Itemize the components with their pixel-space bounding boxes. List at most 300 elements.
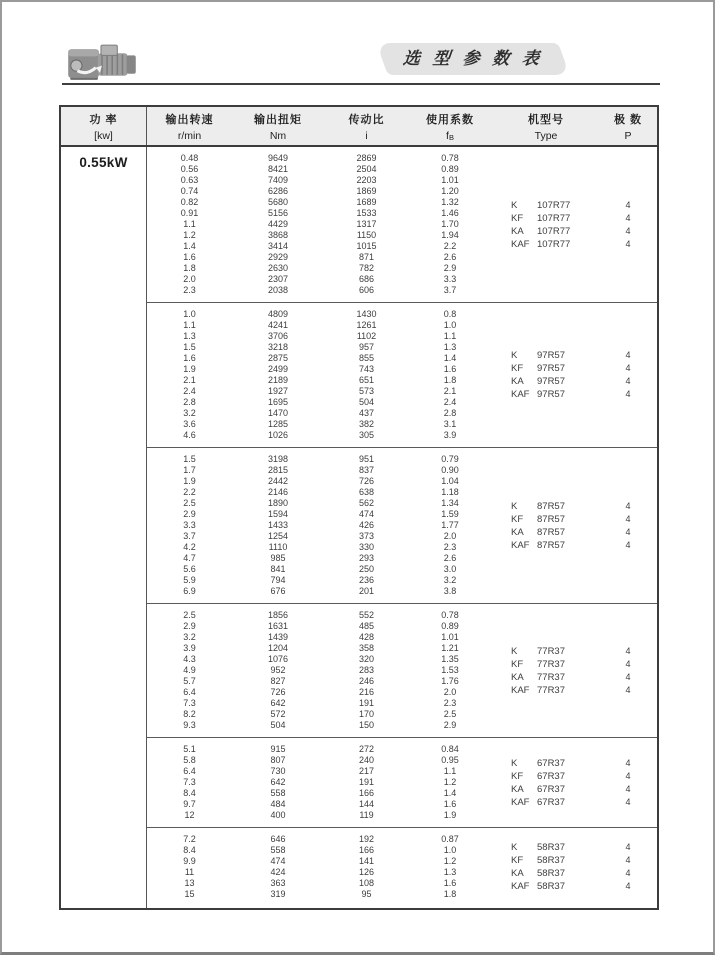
- ratio-column: [324, 610, 409, 731]
- model-code: 107R77: [537, 212, 571, 224]
- page-title: 选 型 参 数 表: [402, 49, 545, 68]
- fb-value: 1.8: [443, 375, 457, 385]
- fb-value: 0.89: [441, 164, 459, 174]
- ratio-value: 1261: [356, 320, 377, 330]
- torque-value: 558: [270, 845, 286, 855]
- ratio-value: 1533: [356, 208, 377, 218]
- fb-value: 1.0: [443, 320, 457, 330]
- model-prefix: KA: [511, 526, 524, 538]
- selection-table: [59, 105, 659, 910]
- gearmotor-photo-icon: [64, 41, 142, 84]
- fb-value: 1.6: [443, 364, 457, 374]
- ratio-block: [147, 603, 657, 737]
- speed-value: 13: [184, 878, 195, 888]
- fb-value: 1.70: [441, 219, 459, 229]
- speed-value: 5.8: [183, 755, 196, 765]
- ratio-value: 358: [358, 643, 375, 653]
- torque-value: 2929: [267, 252, 289, 262]
- torque-value: 9649: [267, 153, 289, 163]
- ratio-value: 240: [358, 755, 375, 765]
- speed-value: 5.9: [183, 575, 196, 585]
- torque-value: 646: [270, 834, 286, 844]
- poles-value: 4: [625, 363, 631, 373]
- col-header-type: [491, 107, 601, 145]
- torque-value: 504: [270, 720, 286, 730]
- speed-value: 0.56: [180, 164, 199, 174]
- poles-value: 4: [625, 770, 631, 781]
- torque-column: [232, 834, 324, 900]
- model-prefix: KAF: [511, 238, 530, 250]
- speed-value: 3.3: [183, 520, 196, 530]
- fb-value: 1.59: [441, 509, 459, 519]
- fb-value: 1.34: [441, 498, 459, 508]
- fb-value: 0.87: [441, 834, 459, 844]
- ratio-value: 283: [358, 665, 375, 675]
- col-header-service-factor: [409, 107, 491, 145]
- ratio-value: 606: [358, 285, 375, 295]
- torque-value: 1433: [267, 520, 289, 530]
- fb-value: 1.2: [443, 856, 457, 866]
- model-prefix: KF: [511, 363, 524, 374]
- model-code: 58R37: [537, 881, 565, 892]
- ratio-value: 141: [358, 856, 375, 866]
- poles-value: 4: [625, 671, 631, 682]
- fb-column: [409, 153, 491, 296]
- poles-value: 4: [625, 199, 631, 210]
- ratio-column: [324, 153, 409, 296]
- ratio-value: 2869: [356, 153, 377, 163]
- model-type: [511, 199, 601, 212]
- torque-value: 726: [270, 687, 286, 697]
- fb-value: 0.79: [441, 454, 459, 464]
- fb-column: [409, 744, 491, 821]
- torque-value: 4809: [267, 309, 289, 319]
- poles-value: 4: [625, 539, 631, 550]
- poles-value: 4: [625, 225, 631, 236]
- fb-value: 1.20: [441, 186, 459, 196]
- poles-value: 4: [625, 684, 631, 695]
- fb-value: 1.46: [441, 208, 459, 218]
- ratio-value: 126: [358, 867, 375, 877]
- model-prefix: KA: [511, 783, 524, 795]
- speed-value: 2.5: [183, 610, 196, 620]
- model-prefix: K: [511, 645, 518, 657]
- col-header-power: [61, 107, 147, 145]
- torque-value: 985: [270, 553, 286, 563]
- model-code: 97R57: [537, 350, 565, 361]
- speed-value: 1.7: [183, 465, 196, 475]
- model-code: 97R57: [537, 389, 565, 400]
- fb-value: 2.8: [443, 408, 457, 418]
- fb-value: 1.2: [443, 777, 457, 787]
- type-column: [491, 744, 601, 821]
- model-type: [511, 645, 601, 658]
- torque-value: 2146: [267, 487, 289, 497]
- fb-value: 1.3: [443, 342, 457, 352]
- speed-value: 2.9: [183, 509, 196, 519]
- model-type: [511, 770, 601, 783]
- torque-value: 2189: [267, 375, 289, 385]
- torque-value: 676: [270, 586, 286, 596]
- speed-value: 0.63: [180, 175, 199, 185]
- fb-value: 3.2: [443, 575, 457, 585]
- ratio-column: [324, 834, 409, 900]
- ratio-block: [147, 447, 657, 603]
- model-type: [511, 757, 601, 770]
- speed-value: 8.4: [183, 788, 196, 798]
- col-unit: Nm: [269, 129, 287, 142]
- col-label: 使用系数: [426, 113, 474, 126]
- poles-value: 4: [625, 868, 631, 878]
- col-label: 输出扭矩: [254, 113, 302, 126]
- fb-value: 1.35: [441, 654, 459, 664]
- speed-value: 1.2: [183, 230, 196, 240]
- fb-value: 1.4: [443, 353, 457, 363]
- model-code: 107R77: [537, 238, 571, 250]
- torque-value: 1631: [267, 621, 289, 631]
- model-type: [511, 854, 601, 867]
- poles-column: [601, 610, 655, 731]
- speed-value: 9.9: [183, 856, 196, 866]
- ratio-value: 320: [358, 654, 375, 664]
- torque-value: 794: [270, 575, 286, 585]
- torque-value: 7409: [267, 175, 289, 185]
- fb-value: 1.32: [441, 197, 459, 207]
- ratio-value: 192: [358, 834, 375, 844]
- torque-value: 1470: [267, 408, 289, 418]
- speed-value: 0.91: [180, 208, 199, 218]
- torque-value: 2038: [267, 285, 289, 295]
- model-code: 87R57: [537, 539, 565, 551]
- speed-value: 12: [184, 810, 195, 820]
- speed-value: 2.3: [183, 285, 196, 295]
- poles-value: 4: [625, 658, 631, 669]
- ratio-value: 166: [358, 788, 375, 798]
- speed-value: 9.3: [183, 720, 196, 730]
- fb-column: [409, 610, 491, 731]
- model-prefix: K: [511, 350, 518, 361]
- torque-value: 2815: [267, 465, 289, 475]
- fb-value: 0.95: [441, 755, 459, 765]
- ratio-value: 293: [358, 553, 375, 563]
- torque-column: [232, 610, 324, 731]
- speed-column: [147, 153, 232, 296]
- ratio-value: 428: [358, 632, 375, 642]
- model-code: 77R37: [537, 658, 565, 670]
- poles-value: 4: [625, 526, 631, 537]
- torque-value: 484: [270, 799, 286, 809]
- speed-column: [147, 309, 232, 441]
- torque-value: 4241: [267, 320, 289, 330]
- torque-value: 2442: [267, 476, 289, 486]
- torque-value: 558: [270, 788, 286, 798]
- torque-value: 827: [270, 676, 286, 686]
- ratio-value: 1317: [356, 219, 377, 229]
- torque-value: 5680: [267, 197, 289, 207]
- model-code: 58R37: [537, 842, 565, 853]
- ratio-value: 855: [358, 353, 375, 363]
- fb-value: 2.9: [443, 720, 457, 730]
- torque-value: 1890: [267, 498, 289, 508]
- torque-value: 2875: [267, 353, 289, 363]
- torque-value: 6286: [267, 186, 289, 196]
- ratio-value: 686: [358, 274, 375, 284]
- col-label: 功 率: [89, 113, 118, 126]
- ratio-block: [147, 737, 657, 827]
- speed-value: 7.3: [183, 698, 196, 708]
- ratio-column: [324, 309, 409, 441]
- torque-value: 1110: [268, 542, 288, 552]
- speed-value: 2.1: [183, 375, 196, 385]
- type-column: [491, 153, 601, 296]
- col-unit: i: [365, 129, 368, 142]
- torque-value: 642: [270, 777, 286, 787]
- model-prefix: KAF: [511, 389, 530, 400]
- model-code: 87R57: [537, 500, 565, 512]
- ratio-value: 871: [358, 252, 375, 262]
- ratio-value: 1102: [356, 331, 377, 341]
- speed-value: 7.3: [183, 777, 196, 787]
- type-column: [491, 834, 601, 900]
- speed-value: 1.6: [183, 353, 196, 363]
- model-type: [511, 783, 601, 796]
- speed-value: 0.74: [180, 186, 199, 196]
- speed-value: 6.9: [183, 586, 196, 596]
- fb-column: [409, 454, 491, 597]
- torque-value: 952: [270, 665, 286, 675]
- model-type: [511, 238, 601, 251]
- ratio-value: 504: [358, 397, 375, 407]
- header-rule: [62, 83, 660, 85]
- fb-value: 2.9: [443, 263, 457, 273]
- col-header-poles: [601, 107, 655, 145]
- ratio-block: [147, 302, 657, 447]
- model-type: [511, 684, 601, 697]
- model-prefix: KAF: [511, 684, 530, 696]
- col-label: 极 数: [613, 113, 643, 126]
- col-label: 输出转速: [165, 113, 214, 126]
- speed-column: [147, 744, 232, 821]
- fb-value: 1.1: [443, 331, 457, 341]
- poles-value: 4: [625, 238, 631, 249]
- model-code: 107R77: [537, 199, 571, 211]
- model-prefix: KF: [511, 770, 524, 782]
- fb-value: 1.1: [443, 766, 457, 776]
- torque-value: 424: [270, 867, 286, 877]
- fb-value: 1.76: [441, 676, 459, 686]
- poles-column: [601, 454, 655, 597]
- ratio-value: 743: [358, 364, 375, 374]
- power-column: [61, 147, 147, 908]
- ratio-value: 726: [358, 476, 375, 486]
- ratio-value: 573: [358, 386, 375, 396]
- col-unit: [kw]: [94, 129, 113, 142]
- model-prefix: K: [511, 199, 518, 211]
- col-unit: P: [624, 129, 632, 142]
- ratio-value: 216: [358, 687, 375, 697]
- ratio-value: 250: [358, 564, 375, 574]
- speed-value: 1.1: [183, 320, 196, 330]
- speed-column: [147, 834, 232, 900]
- poles-column: [601, 309, 655, 441]
- torque-value: 3706: [267, 331, 289, 341]
- torque-value: 1285: [267, 419, 289, 429]
- fb-value: 0.84: [441, 744, 459, 754]
- ratio-value: 150: [358, 720, 375, 730]
- torque-value: 572: [270, 709, 286, 719]
- model-prefix: KAF: [511, 796, 530, 808]
- ratio-value: 782: [358, 263, 375, 273]
- speed-value: 1.4: [183, 241, 196, 251]
- ratio-column: [324, 744, 409, 821]
- ratio-value: 191: [358, 777, 375, 787]
- fb-value: 0.78: [441, 153, 459, 163]
- table-body: [61, 147, 657, 908]
- fb-value: 0.89: [441, 621, 459, 631]
- fb-value: 2.5: [443, 709, 457, 719]
- fb-value: 2.0: [443, 531, 457, 541]
- torque-value: 1204: [267, 643, 289, 653]
- fb-column: [409, 834, 491, 900]
- ratio-value: 485: [358, 621, 375, 631]
- ratio-value: 191: [358, 698, 375, 708]
- fb-value: 0.78: [441, 610, 459, 620]
- model-code: 58R37: [537, 855, 565, 866]
- torque-value: 1594: [267, 509, 289, 519]
- fb-value: 2.1: [443, 386, 457, 396]
- model-code: 97R57: [537, 376, 565, 387]
- poles-value: 4: [625, 389, 631, 399]
- model-type: [511, 880, 601, 893]
- poles-value: 4: [625, 376, 631, 386]
- fb-value: 1.01: [441, 632, 459, 642]
- col-header-ratio: [324, 107, 409, 145]
- ratio-value: 562: [358, 498, 375, 508]
- fb-value: 1.77: [441, 520, 459, 530]
- speed-value: 2.9: [183, 621, 196, 631]
- fb-value: 2.2: [443, 241, 457, 251]
- torque-value: 1254: [267, 531, 289, 541]
- torque-value: 642: [270, 698, 286, 708]
- speed-value: 6.4: [183, 766, 196, 776]
- model-type: [511, 796, 601, 809]
- ratio-value: 2504: [356, 164, 377, 174]
- speed-value: 1.8: [183, 263, 196, 273]
- speed-value: 4.2: [183, 542, 196, 552]
- speed-value: 1.6: [183, 252, 196, 262]
- model-prefix: KA: [511, 376, 524, 387]
- torque-column: [232, 309, 324, 441]
- ratio-block: [147, 827, 657, 906]
- fb-value: 3.9: [443, 430, 457, 440]
- model-code: 67R37: [537, 783, 565, 795]
- speed-value: 4.6: [183, 430, 196, 440]
- speed-value: 3.2: [183, 408, 196, 418]
- torque-column: [232, 454, 324, 597]
- torque-value: 807: [270, 755, 286, 765]
- torque-value: 1076: [267, 654, 289, 664]
- torque-value: 1856: [267, 610, 289, 620]
- speed-value: 2.8: [183, 397, 196, 407]
- col-label: 传动比: [348, 113, 385, 126]
- fb-value: 1.94: [441, 230, 459, 240]
- power-value: 0.55kW: [79, 155, 128, 170]
- col-header-output-torque: [232, 107, 324, 145]
- torque-value: 400: [270, 810, 286, 820]
- torque-value: 8421: [267, 164, 289, 174]
- col-header-output-speed: [147, 107, 232, 145]
- model-code: 67R37: [537, 796, 565, 808]
- poles-value: 4: [625, 513, 631, 524]
- type-column: [491, 454, 601, 597]
- ratio-value: 246: [358, 676, 375, 686]
- type-column: [491, 309, 601, 441]
- ratio-value: 201: [358, 586, 375, 596]
- ratio-value: 837: [358, 465, 375, 475]
- type-column: [491, 610, 601, 731]
- ratio-value: 552: [358, 610, 375, 620]
- model-prefix: KA: [511, 868, 524, 879]
- ratio-block: [147, 147, 657, 302]
- ratio-value: 1689: [356, 197, 377, 207]
- torque-value: 3414: [267, 241, 289, 251]
- poles-column: [601, 744, 655, 821]
- model-code: 77R37: [537, 671, 565, 683]
- ratio-value: 373: [358, 531, 375, 541]
- model-code: 58R37: [537, 868, 565, 879]
- model-type: [511, 526, 601, 539]
- speed-value: 0.48: [180, 153, 199, 163]
- fb-value: 1.21: [441, 643, 459, 653]
- speed-column: [147, 454, 232, 597]
- table-header-row: [61, 107, 657, 147]
- model-code: 107R77: [537, 225, 571, 237]
- torque-value: 841: [270, 564, 286, 574]
- speed-value: 3.7: [183, 531, 196, 541]
- fb-value: 2.6: [443, 553, 457, 563]
- fb-value: 1.4: [443, 788, 457, 798]
- model-code: 87R57: [537, 513, 565, 525]
- ratio-value: 651: [358, 375, 375, 385]
- poles-value: 4: [625, 500, 631, 511]
- model-prefix: KF: [511, 658, 524, 670]
- model-code: 87R57: [537, 526, 565, 538]
- model-type: [511, 375, 601, 388]
- fb-value: 1.04: [441, 476, 459, 486]
- torque-value: 1695: [267, 397, 289, 407]
- fb-value: 3.1: [443, 419, 457, 429]
- speed-value: 5.7: [183, 676, 196, 686]
- speed-value: 1.9: [183, 364, 196, 374]
- ratio-value: 1869: [356, 186, 377, 196]
- poles-column: [601, 153, 655, 296]
- fb-value: 1.0: [443, 845, 457, 855]
- model-prefix: K: [511, 757, 518, 769]
- fb-value: 0.90: [441, 465, 459, 475]
- col-label: 机型号: [528, 113, 564, 126]
- fb-value: 3.7: [443, 285, 457, 295]
- model-type: [511, 225, 601, 238]
- ratio-value: 957: [358, 342, 375, 352]
- poles-value: 4: [625, 796, 631, 807]
- fb-value: 1.01: [441, 175, 459, 185]
- col-unit: fB: [446, 129, 454, 142]
- model-code: 77R37: [537, 684, 565, 696]
- torque-value: 2307: [267, 274, 289, 284]
- poles-value: 4: [625, 783, 631, 794]
- poles-value: 4: [625, 350, 631, 360]
- model-type: [511, 500, 601, 513]
